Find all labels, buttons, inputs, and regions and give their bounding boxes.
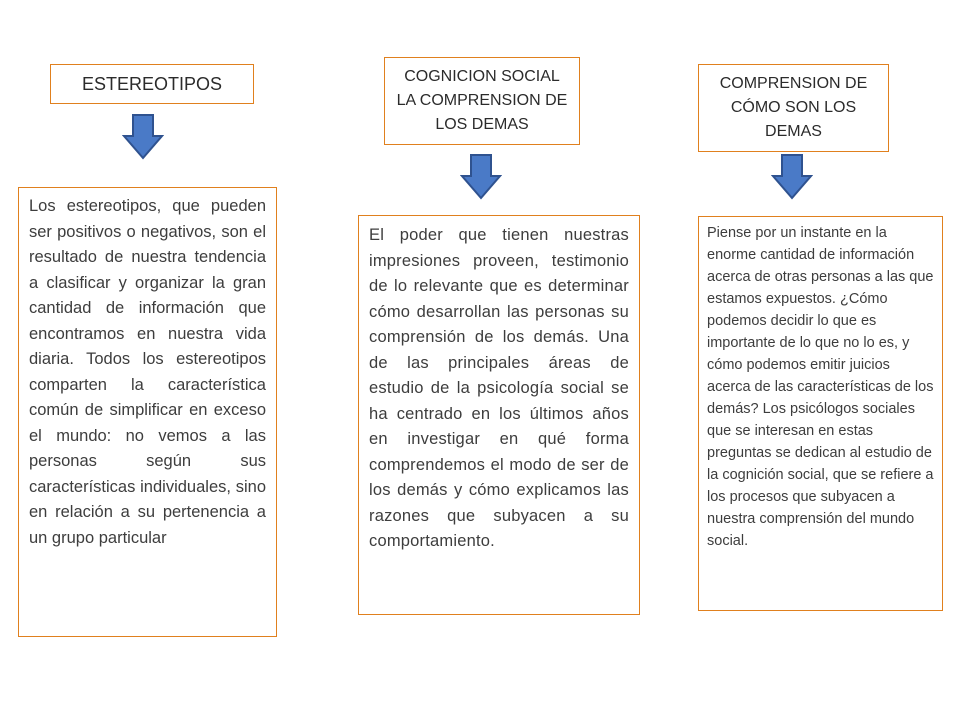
arrow-down-icon — [771, 154, 813, 200]
content-box-estereotipos — [18, 187, 277, 637]
arrow-down-icon — [460, 154, 502, 200]
arrow-down-icon — [122, 114, 164, 160]
title-label: COMPRENSION DE CÓMO SON LOS DEMAS — [719, 75, 868, 140]
title-box-cognicion-social — [384, 57, 580, 145]
title-box-comprension — [698, 64, 889, 152]
content-box-comprension — [698, 216, 943, 611]
content-text: Los estereotipos, que pueden ser positivos o negativos, son el resultado de nuestra tendencia a clasificar y organizar la gran cantidad de información que encontramos en nuestra vida diaria. Todos los estereotipos comparten la característica común de simplificar en exceso el mundo: no vemos a las personas según sus características individuales, sino en relación a su pertenencia a un grupo particular — [29, 197, 266, 547]
content-box-cognicion-social — [358, 215, 640, 615]
title-label: ESTEREOTIPOS — [81, 73, 223, 94]
content-text: Piense por un instante en la enorme cantidad de información acerca de otras personas a las que estamos expuestos. ¿Cómo podemos decidir lo que es importante de lo que no lo es, y cómo podemos emitir juicios acerca de las características de los demás? Los psicólogos sociales que se interesan en estas preguntas se dedican al estudio de la cognición social, que se refiere a los procesos que subyacen a nuestra comprensión del mundo social. — [707, 225, 934, 549]
content-text: El poder que tienen nuestras impresiones proveen, testimonio de lo relevante que es determinar cómo desarrollan las personas su comprensión de los demás. Una de las principales áreas de estudio de la psicología social se ha centrado en los últimos años en investigar en qué forma comprendemos el modo de ser de los demás y cómo explicamos las razones que subyacen a su comportamiento. — [369, 226, 629, 550]
title-box-estereotipos — [50, 64, 254, 104]
title-label: COGNICION SOCIAL LA COMPRENSION DE LOS DEMAS — [396, 68, 568, 133]
